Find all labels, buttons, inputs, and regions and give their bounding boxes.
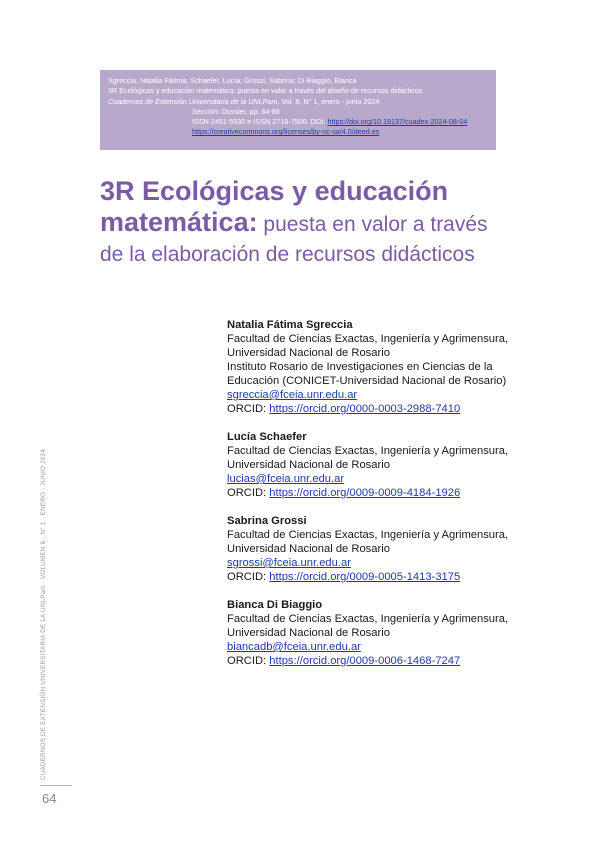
author-email-link[interactable]: sgreccia@fceia.unr.edu.ar [227, 389, 358, 401]
orcid-link[interactable]: https://orcid.org/0009-0006-1468-7247 [269, 655, 461, 667]
orcid-label: ORCID: [227, 655, 270, 667]
author-entry [227, 430, 517, 500]
page-number-divider [40, 785, 72, 786]
author-affiliation-secondary: Instituto Rosario de Investigaciones en Ciencias de la Educación (CONICET-Universidad Nacional de Rosario) [227, 361, 507, 387]
citation-section: Sección: Dossier, pp. 64-86 [192, 106, 280, 116]
citation-box [100, 70, 496, 150]
orcid-link[interactable]: https://orcid.org/0000-0003-2988-7410 [269, 403, 461, 415]
author-email-link[interactable]: sgrossi@fceia.unr.edu.ar [227, 557, 351, 569]
author-entry [227, 598, 517, 668]
article-title-bold: 3R Ecológicas y educación matemática: [100, 176, 449, 237]
citation-issn: ISSN 2451-5930 e-ISSN 2718-7500. DOI: [192, 117, 326, 127]
citation-volume: , Vol. 8, N° 1, enero - junio 2024 [277, 96, 380, 106]
author-affiliation: Facultad de Ciencias Exactas, Ingeniería y Agrimensura, Universidad Nacional de Rosario [227, 529, 509, 555]
citation-title: 3R Ecológicas y educación matemática: puesta en valor a través del diseño de recursos didácticos [108, 86, 423, 96]
orcid-link[interactable]: https://orcid.org/0009-0005-1413-3175 [269, 571, 461, 583]
author-email-link[interactable]: lucias@fceia.unr.edu.ar [227, 473, 345, 485]
author-name: Bianca Di Biaggio [227, 599, 323, 611]
page-number: 64 [42, 791, 57, 806]
article-title [100, 176, 500, 270]
doi-link[interactable]: https://doi.org/10.19137/cuadex-2024-08-04 [327, 117, 468, 127]
author-email-link[interactable]: biancadb@fceia.unr.edu.ar [227, 641, 361, 653]
author-orcid-line [227, 654, 517, 668]
author-affiliation: Facultad de Ciencias Exactas, Ingeniería y Agrimensura, Universidad Nacional de Rosario [227, 333, 509, 359]
orcid-label: ORCID: [227, 571, 270, 583]
citation-license-line [108, 127, 488, 137]
author-affiliation: Facultad de Ciencias Exactas, Ingeniería y Agrimensura, Universidad Nacional de Rosario [227, 445, 509, 471]
author-name: Sabrina Grossi [227, 515, 307, 527]
article-title-rest: puesta en valor a través de la elaboración de recursos didácticos [100, 213, 488, 266]
orcid-label: ORCID: [227, 487, 270, 499]
author-list [227, 318, 517, 682]
author-name: Natalia Fátima Sgreccia [227, 319, 353, 331]
author-name: Lucía Schaefer [227, 431, 307, 443]
orcid-label: ORCID: [227, 403, 270, 415]
author-orcid-line [227, 486, 517, 500]
orcid-link[interactable]: https://orcid.org/0009-0009-4184-1926 [269, 487, 461, 499]
author-orcid-line [227, 570, 517, 584]
license-link[interactable]: https://creativecommons.org/licenses/by-nc-sa/4.0/deed.es [192, 127, 380, 137]
citation-journal-line [108, 97, 488, 107]
author-entry [227, 318, 517, 416]
citation-issn-line [108, 117, 488, 127]
citation-authors: Sgreccia, Natalia Fátima; Schaefer, Lucía; Grossi, Sabrina; Di Biaggio, Bianca [108, 76, 357, 85]
journal-sidebar-text: CUADERNOS DE EXTENSIÓN UNIVERSITARIA DE LA UNLPam · VOLUMEN 8 · N° 1 · ENERO - JUNIO 2024 [40, 449, 47, 780]
author-orcid-line [227, 402, 517, 416]
author-affiliation: Facultad de Ciencias Exactas, Ingeniería y Agrimensura, Universidad Nacional de Rosario [227, 613, 509, 639]
author-entry [227, 514, 517, 584]
citation-journal: Cuadernos de Extensión Universitaria de la UNLPam [108, 96, 278, 106]
